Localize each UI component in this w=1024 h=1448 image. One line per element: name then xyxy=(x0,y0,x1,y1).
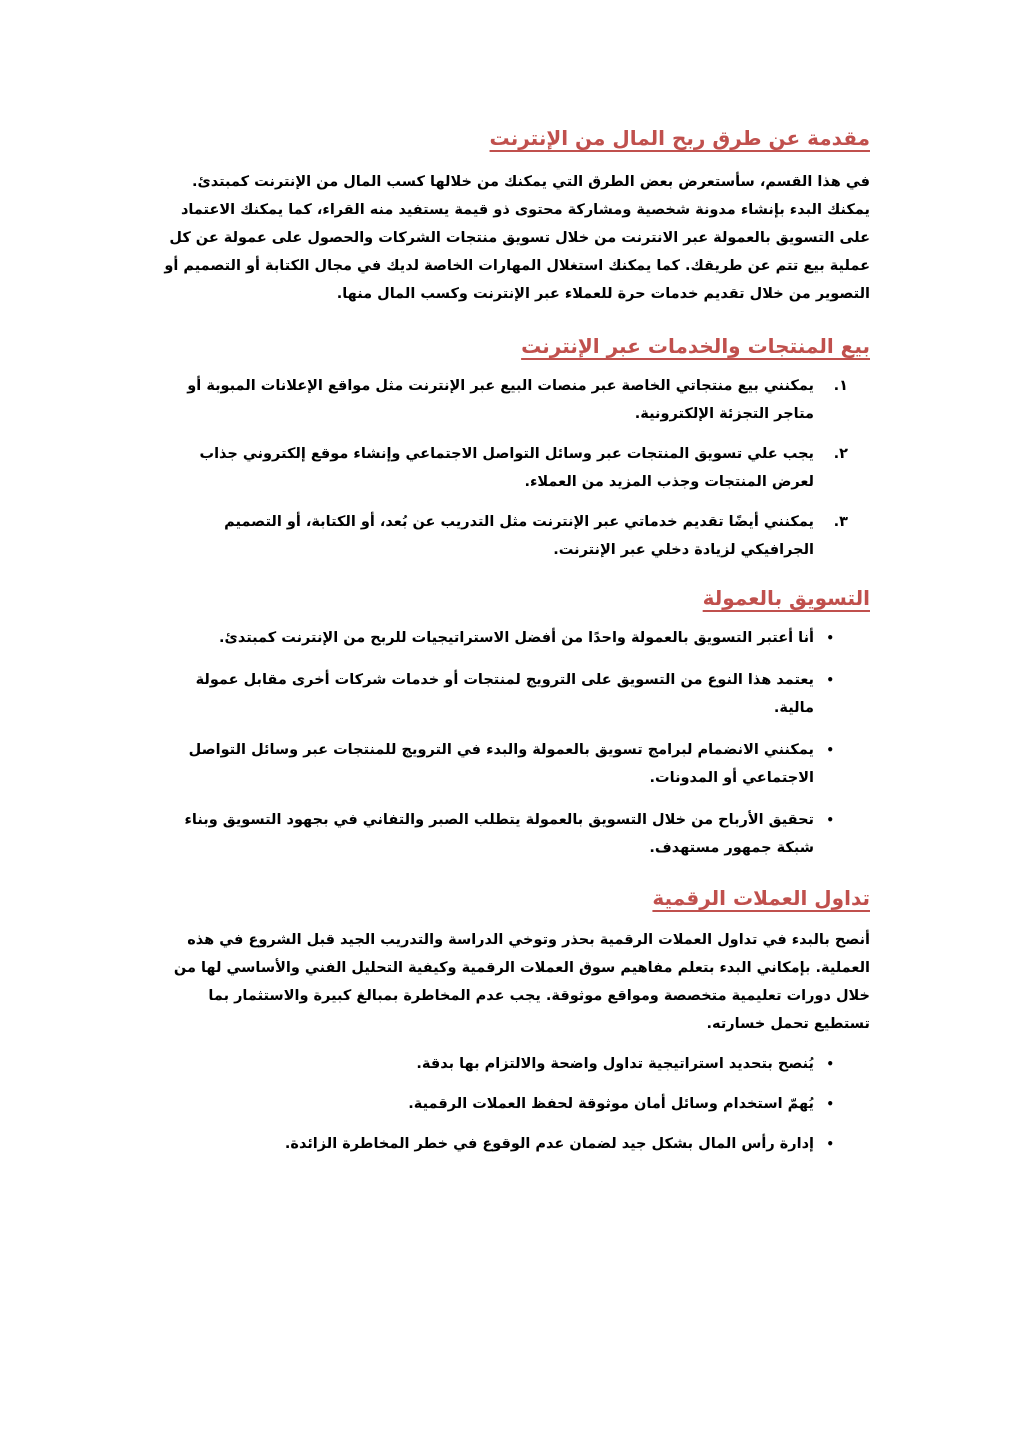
list-item-text: تحقيق الأرباح من خلال التسويق بالعمولة يتطلب الصبر والتفاني في بجهود التسويق وبناء شبكة جمهور مستهدف. xyxy=(184,812,814,856)
list-item xyxy=(155,440,870,496)
list-item xyxy=(155,624,870,652)
document-page xyxy=(155,118,870,1158)
section-selling xyxy=(155,326,870,564)
section-intro xyxy=(155,118,870,308)
list-item-text: يُنصح بتحديد استراتيجية تداول واضحة والالتزام بها بدقة. xyxy=(416,1056,814,1072)
list-item-text: يمكنني بيع منتجاتي الخاصة عبر منصات البيع عبر الإنترنت مثل مواقع الإعلانات المبوبة أو متاجر التجزئة الإلكترونية. xyxy=(187,378,814,422)
bullet-icon: • xyxy=(826,743,834,757)
list-item xyxy=(155,1130,870,1158)
list-number: ٣. xyxy=(833,514,848,530)
section-title: مقدمة عن طرق ربح المال من الإنترنت xyxy=(489,126,870,150)
section-title: التسويق بالعمولة xyxy=(702,586,870,610)
list-item xyxy=(155,508,870,564)
section-paragraph: أنصح بالبدء في تداول العملات الرقمية بحذر وتوخي الدراسة والتدريب الجيد قبل الشروع في هذه العملية. بإمكاني البدء بتعلم مفاهيم سوق العملات الرقمية وكيفية التحليل الفني والأساسي لها من خلال دورات تعليمية متخصصة ومواقع موثوقة. يجب عدم المخاطرة بمبالغ كبيرة والاستثمار بما تستطيع تحمل خسارته. xyxy=(173,932,870,1032)
section-title: تداول العملات الرقمية xyxy=(652,886,870,910)
list-item-text: يمكنني أيضًا تقديم خدماتي عبر الإنترنت مثل التدريب عن بُعد، أو الكتابة، أو التصميم الجرافيكي لزيادة دخلي عبر الإنترنت. xyxy=(224,514,814,558)
list-item xyxy=(155,666,870,722)
list-item xyxy=(155,1050,870,1078)
list-item xyxy=(155,736,870,792)
list-item xyxy=(155,806,870,862)
list-item-text: إدارة رأس المال بشكل جيد لضمان عدم الوقوع في خطر المخاطرة الزائدة. xyxy=(284,1136,814,1152)
bullet-list xyxy=(155,1050,870,1158)
list-item-text: أنا أعتبر التسويق بالعمولة واحدًا من أفضل الاستراتيجيات للربح من الإنترنت كمبتدئ. xyxy=(219,630,814,646)
list-item xyxy=(155,1090,870,1118)
list-number: ١. xyxy=(833,378,848,394)
list-item-text: يعتمد هذا النوع من التسويق على الترويج لمنتجات أو خدمات شركات أخرى مقابل عمولة مالية. xyxy=(195,672,814,716)
bullet-list xyxy=(155,624,870,862)
bullet-icon: • xyxy=(826,1057,834,1071)
section-affiliate xyxy=(155,578,870,862)
list-item-text: يجب علي تسويق المنتجات عبر وسائل التواصل الاجتماعي وإنشاء موقع إلكتروني جذاب لعرض المنتجات وجذب المزيد من العملاء. xyxy=(199,446,814,490)
bullet-icon: • xyxy=(826,673,834,687)
section-title: بيع المنتجات والخدمات عبر الإنترنت xyxy=(521,334,870,358)
bullet-icon: • xyxy=(826,631,834,645)
section-paragraph: في هذا القسم، سأستعرض بعض الطرق التي يمكنك من خلالها كسب المال من الإنترنت كمبتدئ. يمكنك البدء بإنشاء مدونة شخصية ومشاركة محتوى ذو قيمة يستفيد منه القراء، كما يمكنك الاعتماد على التسويق بالعمولة عبر الانترنت من خلال تسويق منتجات الشركات والحصول على عمولة عن كل عملية بيع تتم عن طريقك. كما يمكنك استغلال المهارات الخاصة لديك في مجال الكتابة أو التصميم أو التصوير من خلال تقديم خدمات حرة للعملاء عبر الإنترنت وكسب المال منها. xyxy=(164,174,870,302)
section-crypto xyxy=(155,878,870,1158)
bullet-icon: • xyxy=(826,813,834,827)
list-number: ٢. xyxy=(833,446,848,462)
list-item-text: يُهمّ استخدام وسائل أمان موثوقة لحفظ العملات الرقمية. xyxy=(408,1096,814,1112)
list-item-text: يمكنني الانضمام لبرامج تسويق بالعمولة والبدء في الترويج للمنتجات عبر وسائل التواصل الاجتماعي أو المدونات. xyxy=(188,742,814,786)
numbered-list xyxy=(155,372,870,564)
bullet-icon: • xyxy=(826,1137,834,1151)
list-item xyxy=(155,372,870,428)
bullet-icon: • xyxy=(826,1097,834,1111)
